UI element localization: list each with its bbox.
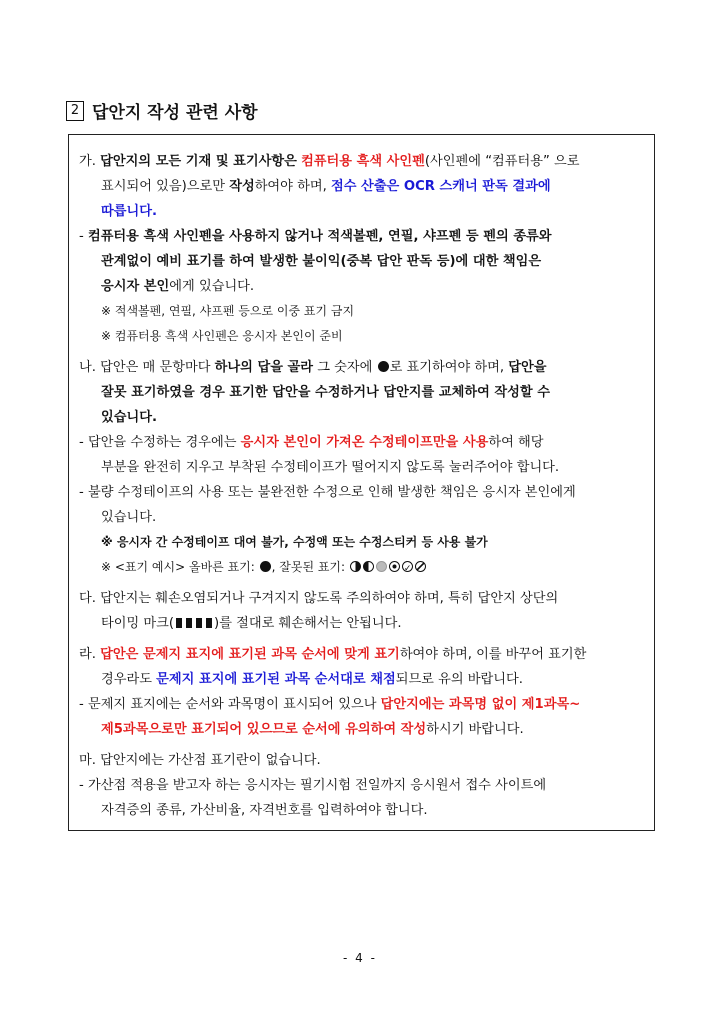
note: ※ 적색볼펜, 연필, 샤프펜 등으로 이중 표기 금지 <box>101 304 355 318</box>
note: ※ 응시자 간 수정테이프 대여 불가, 수정액 또는 수정스티커 등 사용 불가 <box>101 535 488 549</box>
check-circle-icon <box>402 561 413 572</box>
section-number: 2 <box>66 101 84 121</box>
timing-mark-icon <box>174 616 214 631</box>
item-ga: 가. 답안지의 모든 기재 및 표기사항은 컴퓨터용 흑색 사인펜(사인펜에 “컴퓨터용” 으로 <box>79 154 580 169</box>
grey-circle-icon <box>376 561 387 572</box>
correct-mark-icon <box>260 561 271 572</box>
filled-circle-icon <box>378 361 389 372</box>
marking-example: ※ <표기 예시> 올바른 표기: , 잘못된 표기: ✓ <box>79 555 644 580</box>
half-filled-right-icon <box>350 561 361 572</box>
page-number: - 4 - <box>343 951 377 965</box>
note: ※ 컴퓨터용 흑색 사인펜은 응시자 본인이 준비 <box>101 329 343 343</box>
item-ma-detail: - 가산점 적용을 받고자 하는 응시자는 필기시험 전일까지 응시원서 접수 사이트에 <box>79 778 547 793</box>
item-ma: 마. 답안지에는 가산점 표기란이 없습니다. <box>79 753 321 768</box>
half-filled-left-icon <box>363 561 374 572</box>
instructions-box: 가. 답안지의 모든 기재 및 표기사항은 컴퓨터용 흑색 사인펜(사인펜에 “컴퓨터용” 으로 표시되어 있음)으로만 작성하여야 하며, 점수 산출은 OCR 스캐너 판독 결과에 따릅니다. - 컴퓨터용 흑색 사인펜을 사용하지 않거나 적색볼펜, 연필, 샤프펜 등 펜의 종류와 관계없이 예비 표기를 하여 발생한 불이익(중복 답안 판독 등)에 대한 책임은 응시자 본인에게 있습니다. ※ 적색볼펜, 연필, 샤프펜 등으로 이중 표기 금지 ※ 컴퓨터용 흑색 사인펜은 응시자 본인이 준비 나. 답안은 매 문항마다 하나의 답을 골라 그 숫자에 로 표기하여야 하며, 답안을 잘못 표기하였을 경우 표기한 답안을 수정하거나 답안지를 교체하여 작성할 수 있습니다. - 답안을 수정하는 경우에는 응시자 본인이 가져온 수정테이프만을 사용하여 해당 부분을 완전히 지우고 부착된 수정테이프가 떨어지지 않도록 눌러주어야 합니다. - 불량 수정테이프의 사용 또는 불완전한 수정으로 인해 발생한 책임은 응시자 본인에게 있습니다. ※ 응시자 간 수정테이프 대여 불가, 수정액 또는 수정스티커 등 사용 불가 ※ <표기 예시> 올바른 표기: , 잘못된 표기: ✓ 다. 답안지는 훼손오염되거나 구겨지지 않도록 주의하여야 하며, 특히 답안지 상단의 타이밍 마크( )를 절대로 훼손해서는 안됩니다. 라. 답안은 문제지 표지에 표기된 과목 순서에 맞게 표기하여야 하며, 이를 바꾸어 표기한 경우라도 문제지 표지에 표기된 과목 순서대로 채점되므로 유의 바랍니다. - 문제지 표지에는 순서와 과목명이 표시되어 있으나 답안지에는 과목명 없이 제1과목~ 제5과목으로만 표기되어 있으므로 순서에 유의하여 작성하시기 바랍니다. 마. 답안지에는 가산점 표기란이 없습니다. - 가산점 적용을 받고자 하는 응시자는 필기시험 전일까지 응시원서 접수 사이트에 자격증의 종류, 가산비율, 자격번호를 입력하여야 합니다. <box>68 134 655 831</box>
slashed-circle-icon <box>415 561 426 572</box>
item-ra-detail: - 문제지 표지에는 순서와 과목명이 표시되어 있으나 답안지에는 과목명 없이 제1과목~ <box>79 697 581 712</box>
item-na: 나. 답안은 매 문항마다 하나의 답을 골라 그 숫자에 로 표기하여야 하며, 답안을 <box>79 360 547 375</box>
section-heading <box>66 98 258 123</box>
item-na-detail-2: - 불량 수정테이프의 사용 또는 불완전한 수정으로 인해 발생한 책임은 응시자 본인에게 <box>79 485 576 500</box>
dotted-circle-icon <box>389 561 400 572</box>
item-da: 다. 답안지는 훼손오염되거나 구겨지지 않도록 주의하여야 하며, 특히 답안지 상단의 <box>79 591 559 606</box>
item-ra: 라. 답안은 문제지 표지에 표기된 과목 순서에 맞게 표기하여야 하며, 이를 바꾸어 표기한 <box>79 647 587 662</box>
item-na-detail-1: - 답안을 수정하는 경우에는 응시자 본인이 가져온 수정테이프만을 사용하여 해당 <box>79 435 544 450</box>
section-title: 답안지 작성 관련 사항 <box>92 103 258 123</box>
item-ga-detail: - 컴퓨터용 흑색 사인펜을 사용하지 않거나 적색볼펜, 연필, 샤프펜 등 펜의 종류와 <box>79 229 552 244</box>
